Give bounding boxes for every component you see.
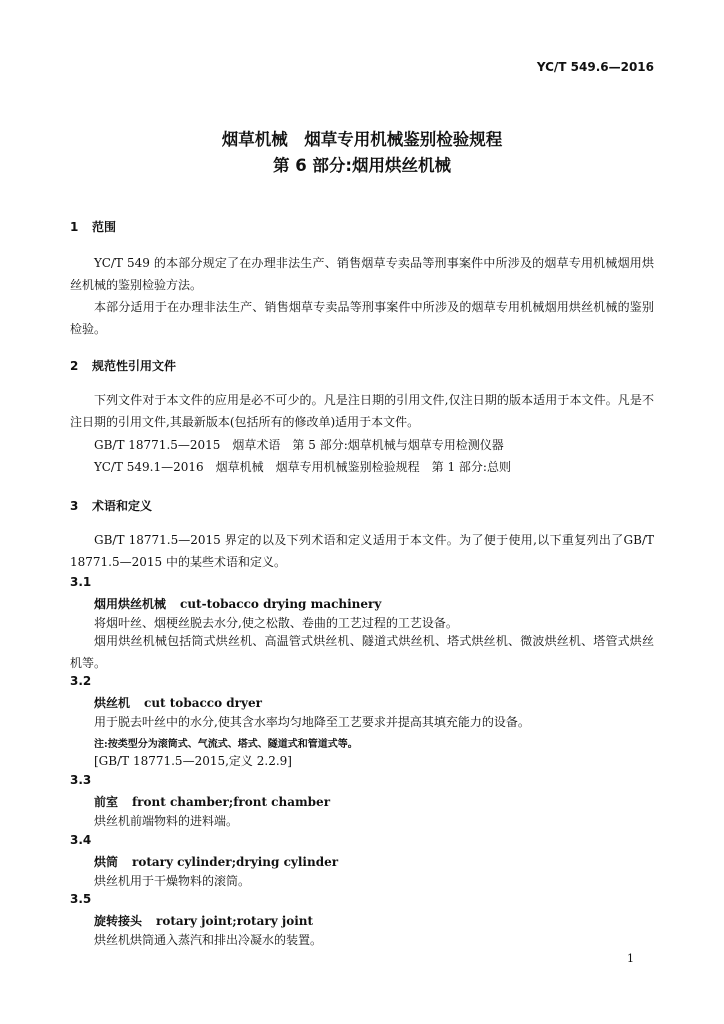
term-english: rotary joint;rotary joint (156, 914, 314, 928)
term-chinese: 烘丝机 (94, 696, 131, 710)
section-3-heading (70, 497, 152, 514)
term-english: cut tobacco dryer (144, 696, 262, 710)
document-title-line2: 第 6 部分:烟用烘丝机械 (272, 156, 452, 175)
term-english: cut-tobacco drying machinery (180, 597, 382, 611)
term-chinese: 烟用烘丝机械 (94, 597, 167, 611)
section-2-heading (70, 357, 176, 374)
section-number: 3 (70, 499, 79, 513)
section-1-paragraph-2: 本部分适用于在办理非法生产、销售烟草专卖品等刑事案件中所涉及的烟草专用机械烟用烘丝机械的鉴别检验。 (70, 300, 654, 336)
term-heading (94, 694, 262, 711)
section-1-heading (70, 218, 116, 235)
term-english: front chamber;front chamber (132, 795, 331, 809)
section-title: 范围 (92, 220, 117, 234)
section-number: 2 (70, 359, 79, 373)
term-definition: 将烟叶丝、烟梗丝脱去水分,使之松散、卷曲的工艺过程的工艺设备。 (94, 616, 458, 630)
section-number: 1 (70, 220, 79, 234)
term-chinese: 前室 (94, 795, 119, 809)
term-source: [GB/T 18771.5—2015,定义 2.2.9] (94, 754, 292, 768)
section-title: 规范性引用文件 (92, 359, 177, 373)
section-1-paragraph-1: YC/T 549 的本部分规定了在办理非法生产、销售烟草专卖品等刑事案件中所涉及的烟草专用机械烟用烘丝机械的鉴别检验方法。 (70, 256, 654, 292)
term-number: 3.4 (70, 833, 92, 847)
term-heading (94, 853, 338, 870)
standard-code: YC/T 549.6—2016 (536, 60, 654, 74)
term-number: 3.1 (70, 575, 92, 589)
term-definition: 烘丝机烘筒通入蒸汽和排出冷凝水的装置。 (94, 933, 323, 947)
term-number: 3.3 (70, 773, 92, 787)
term-extra: 烟用烘丝机械包括筒式烘丝机、高温管式烘丝机、隧道式烘丝机、塔式烘丝机、微波烘丝机、塔管式烘丝机等。 (70, 634, 654, 670)
normative-reference-2: YC/T 549.1—2016 烟草机械 烟草专用机械鉴别检验规程 第 1 部分:总则 (94, 460, 511, 474)
term-chinese: 旋转接头 (94, 914, 143, 928)
page-number: 1 (627, 952, 634, 965)
section-3-paragraph-1: GB/T 18771.5—2015 界定的以及下列术语和定义适用于本文件。为了便于使用,以下重复列出了GB/T 18771.5—2015 中的某些术语和定义。 (70, 533, 654, 569)
section-title: 术语和定义 (92, 499, 153, 513)
document-title-line1: 烟草机械 烟草专用机械鉴别检验规程 (221, 130, 503, 149)
term-definition: 用于脱去叶丝中的水分,使其含水率均匀地降至工艺要求并提高其填充能力的设备。 (94, 715, 530, 729)
term-number: 3.5 (70, 892, 92, 906)
term-heading (94, 912, 313, 929)
term-note: 注:按类型分为滚筒式、气流式、塔式、隧道式和管道式等。 (94, 739, 358, 750)
term-chinese: 烘筒 (94, 855, 119, 869)
term-english: rotary cylinder;drying cylinder (132, 855, 339, 869)
term-number: 3.2 (70, 674, 92, 688)
normative-reference-1: GB/T 18771.5—2015 烟草术语 第 5 部分:烟草机械与烟草专用检测仪器 (94, 438, 504, 452)
section-2-paragraph-1: 下列文件对于本文件的应用是必不可少的。凡是注日期的引用文件,仅注日期的版本适用于本文件。凡是不注日期的引用文件,其最新版本(包括所有的修改单)适用于本文件。 (70, 393, 654, 429)
term-definition: 烘丝机前端物料的进料端。 (94, 814, 239, 828)
term-heading (94, 595, 381, 612)
term-definition: 烘丝机用于干燥物料的滚筒。 (94, 874, 251, 888)
term-heading (94, 793, 330, 810)
